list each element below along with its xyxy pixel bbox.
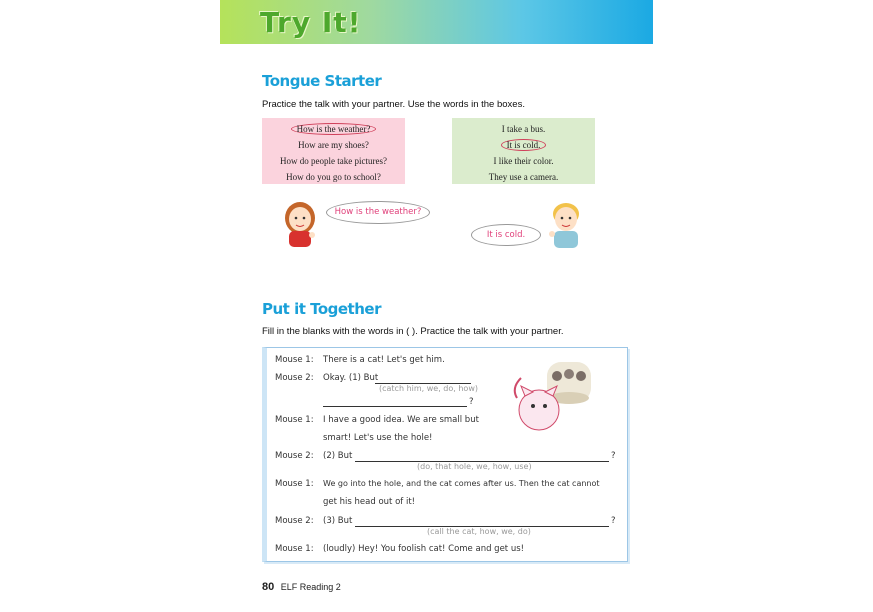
speaker-label: Mouse 1: [275,479,314,489]
list-item: They use a camera. [488,172,559,182]
dialog-text: (loudly) Hey! You foolish cat! Come and get us! [323,544,525,554]
answer-box [452,118,595,184]
section-title-put-it-together: Put it Together [262,300,381,318]
list-item [452,137,595,153]
speaker-label: Mouse 1: [275,415,314,425]
dialog-text: (2) But [323,451,353,461]
speech-bubble-girl: How is the weather? [326,201,430,224]
dialog-text: There is a cat! Let's get him. [323,355,445,365]
list-item [262,121,405,137]
textbook-page [220,0,653,612]
question-mark: ? [611,451,616,461]
question-mark: ? [469,397,474,407]
word-hint-2: (do, that hole, we, how, use) [417,462,532,471]
speaker-label: Mouse 2: [275,516,314,526]
list-item: I like their color. [493,156,554,166]
boy-illustration [542,198,588,250]
question-box [262,118,405,184]
dialog-box [262,347,628,562]
list-item: How do you go to school? [286,172,381,182]
dialog-text: get his head out of it! [323,497,416,507]
speaker-label: Mouse 2: [275,451,314,461]
dialog-text: Okay. (1) But [323,373,379,383]
section-title-tongue-starter: Tongue Starter [262,72,382,90]
speaker-label: Mouse 1: [275,544,314,554]
girl-illustration [278,198,322,248]
speaker-label: Mouse 1: [275,355,314,365]
page-title: Try It! [260,6,362,39]
question-mark: ? [611,516,616,526]
word-hint-3: (call the cat, how, we, do) [427,527,531,536]
speaker-label: Mouse 2: [275,373,314,383]
instruction-put-it-together: Fill in the blanks with the words in ( ). Practice the talk with your partner. [262,326,564,337]
dialog-text: (3) But [323,516,353,526]
book-title: ELF Reading 2 [280,582,341,592]
header-banner [220,0,653,44]
dialog-text: I have a good idea. We are small but [323,415,479,425]
circled-answer: It is cold. [501,139,547,151]
answer-blank-1b[interactable] [323,406,467,407]
instruction-tongue-starter: Practice the talk with your partner. Use the words in the boxes. [262,99,525,110]
cat-and-mice-illustration [503,358,599,438]
dialog-text: We go into the hole, and the cat comes after us. Then the cat cannot [323,479,600,488]
word-hint-1: (catch him, we, do, how) [379,384,478,393]
page-footer [262,581,341,593]
list-item: How do people take pictures? [280,156,387,166]
list-item: I take a bus. [501,124,546,134]
speech-bubble-boy: It is cold. [471,224,541,246]
dialog-text: smart! Let's use the hole! [323,433,433,443]
page-number: 80 [262,581,275,593]
list-item: How are my shoes? [298,140,369,150]
circled-question: How is the weather? [291,123,377,135]
